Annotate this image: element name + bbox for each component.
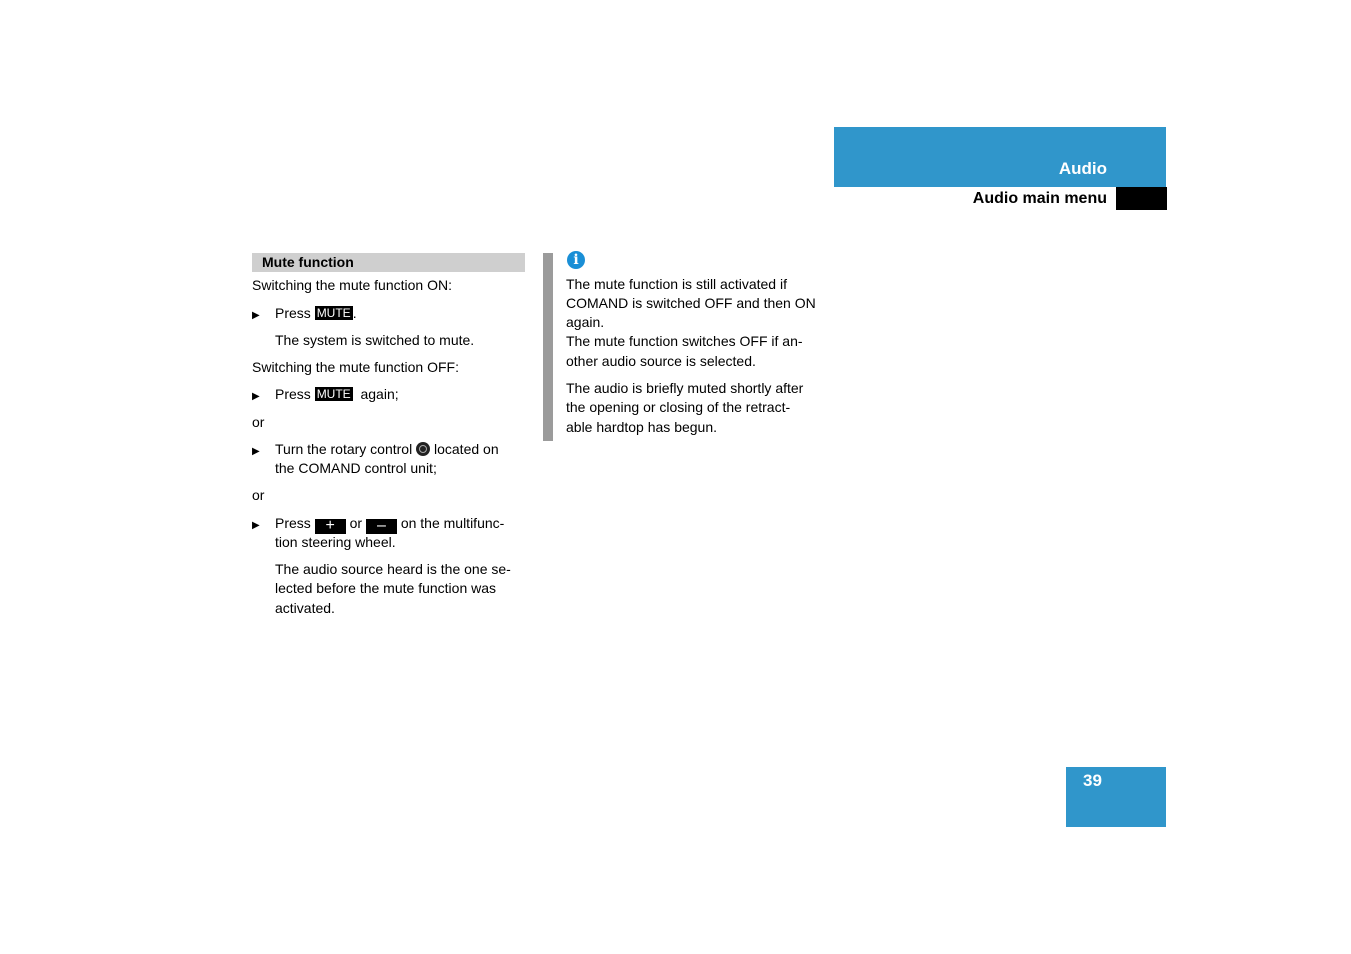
note-side-bar: [543, 253, 553, 441]
step-press-mute-again: [275, 384, 399, 404]
note-text: the opening or closing of the retract-: [566, 399, 791, 415]
mute-on-intro: Switching the mute function ON:: [252, 277, 452, 293]
mute-off-intro: Switching the mute function OFF:: [252, 359, 459, 375]
rotary-control-icon: [416, 442, 430, 456]
bullet-arrow: ▶: [252, 391, 260, 402]
note-text: able hardtop has begun.: [566, 419, 718, 435]
plus-button-icon: +: [315, 519, 346, 534]
step-press-label: Press: [275, 386, 311, 402]
step-press-label: Press: [275, 515, 311, 531]
note-text: again.: [566, 314, 605, 330]
mute-key: MUTE: [316, 306, 351, 320]
bullet-arrow: ▶: [252, 446, 260, 457]
page-number-box: [1066, 767, 1166, 827]
chapter-header-bar: [834, 127, 1166, 187]
mute-key: MUTE: [316, 387, 351, 401]
note-text: The mute function is still activated if: [566, 276, 787, 292]
note-text: COMAND is switched OFF and then ON: [566, 295, 816, 311]
page-number: 39: [1083, 771, 1102, 790]
or-text: or: [252, 414, 265, 430]
section-subtitle: Audio main menu: [972, 190, 1107, 207]
bullet-arrow: ▶: [252, 520, 260, 531]
step-press-label: Press: [275, 305, 311, 321]
step-steering-cont: tion steering wheel.: [275, 534, 396, 550]
result-text: The audio source heard is the one se-: [275, 561, 511, 577]
minus-button-icon: –: [366, 519, 397, 534]
info-icon: i: [567, 251, 585, 269]
again-text: again;: [360, 386, 399, 402]
step-rotary-cont: the COMAND control unit;: [275, 460, 437, 476]
result-text: activated.: [275, 600, 335, 616]
step-steering: Press + or – on the multifunc-: [275, 515, 505, 534]
chapter-title: Audio: [1058, 159, 1107, 178]
step-rotary: Turn the rotary control located on: [275, 441, 499, 457]
section-heading: Mute function: [262, 254, 354, 270]
bullet-arrow: ▶: [252, 310, 260, 321]
note-text: The mute function switches OFF if an-: [566, 333, 803, 349]
step-press-mute: Press MUTE .: [275, 305, 357, 321]
note-text: other audio source is selected.: [566, 353, 756, 369]
result-text: lected before the mute function was: [275, 580, 497, 596]
header-tab-marker: [1116, 187, 1167, 210]
note-text: The audio is briefly muted shortly after: [566, 380, 804, 396]
or-text: or: [252, 487, 265, 503]
result-text: The system is switched to mute.: [275, 332, 475, 348]
